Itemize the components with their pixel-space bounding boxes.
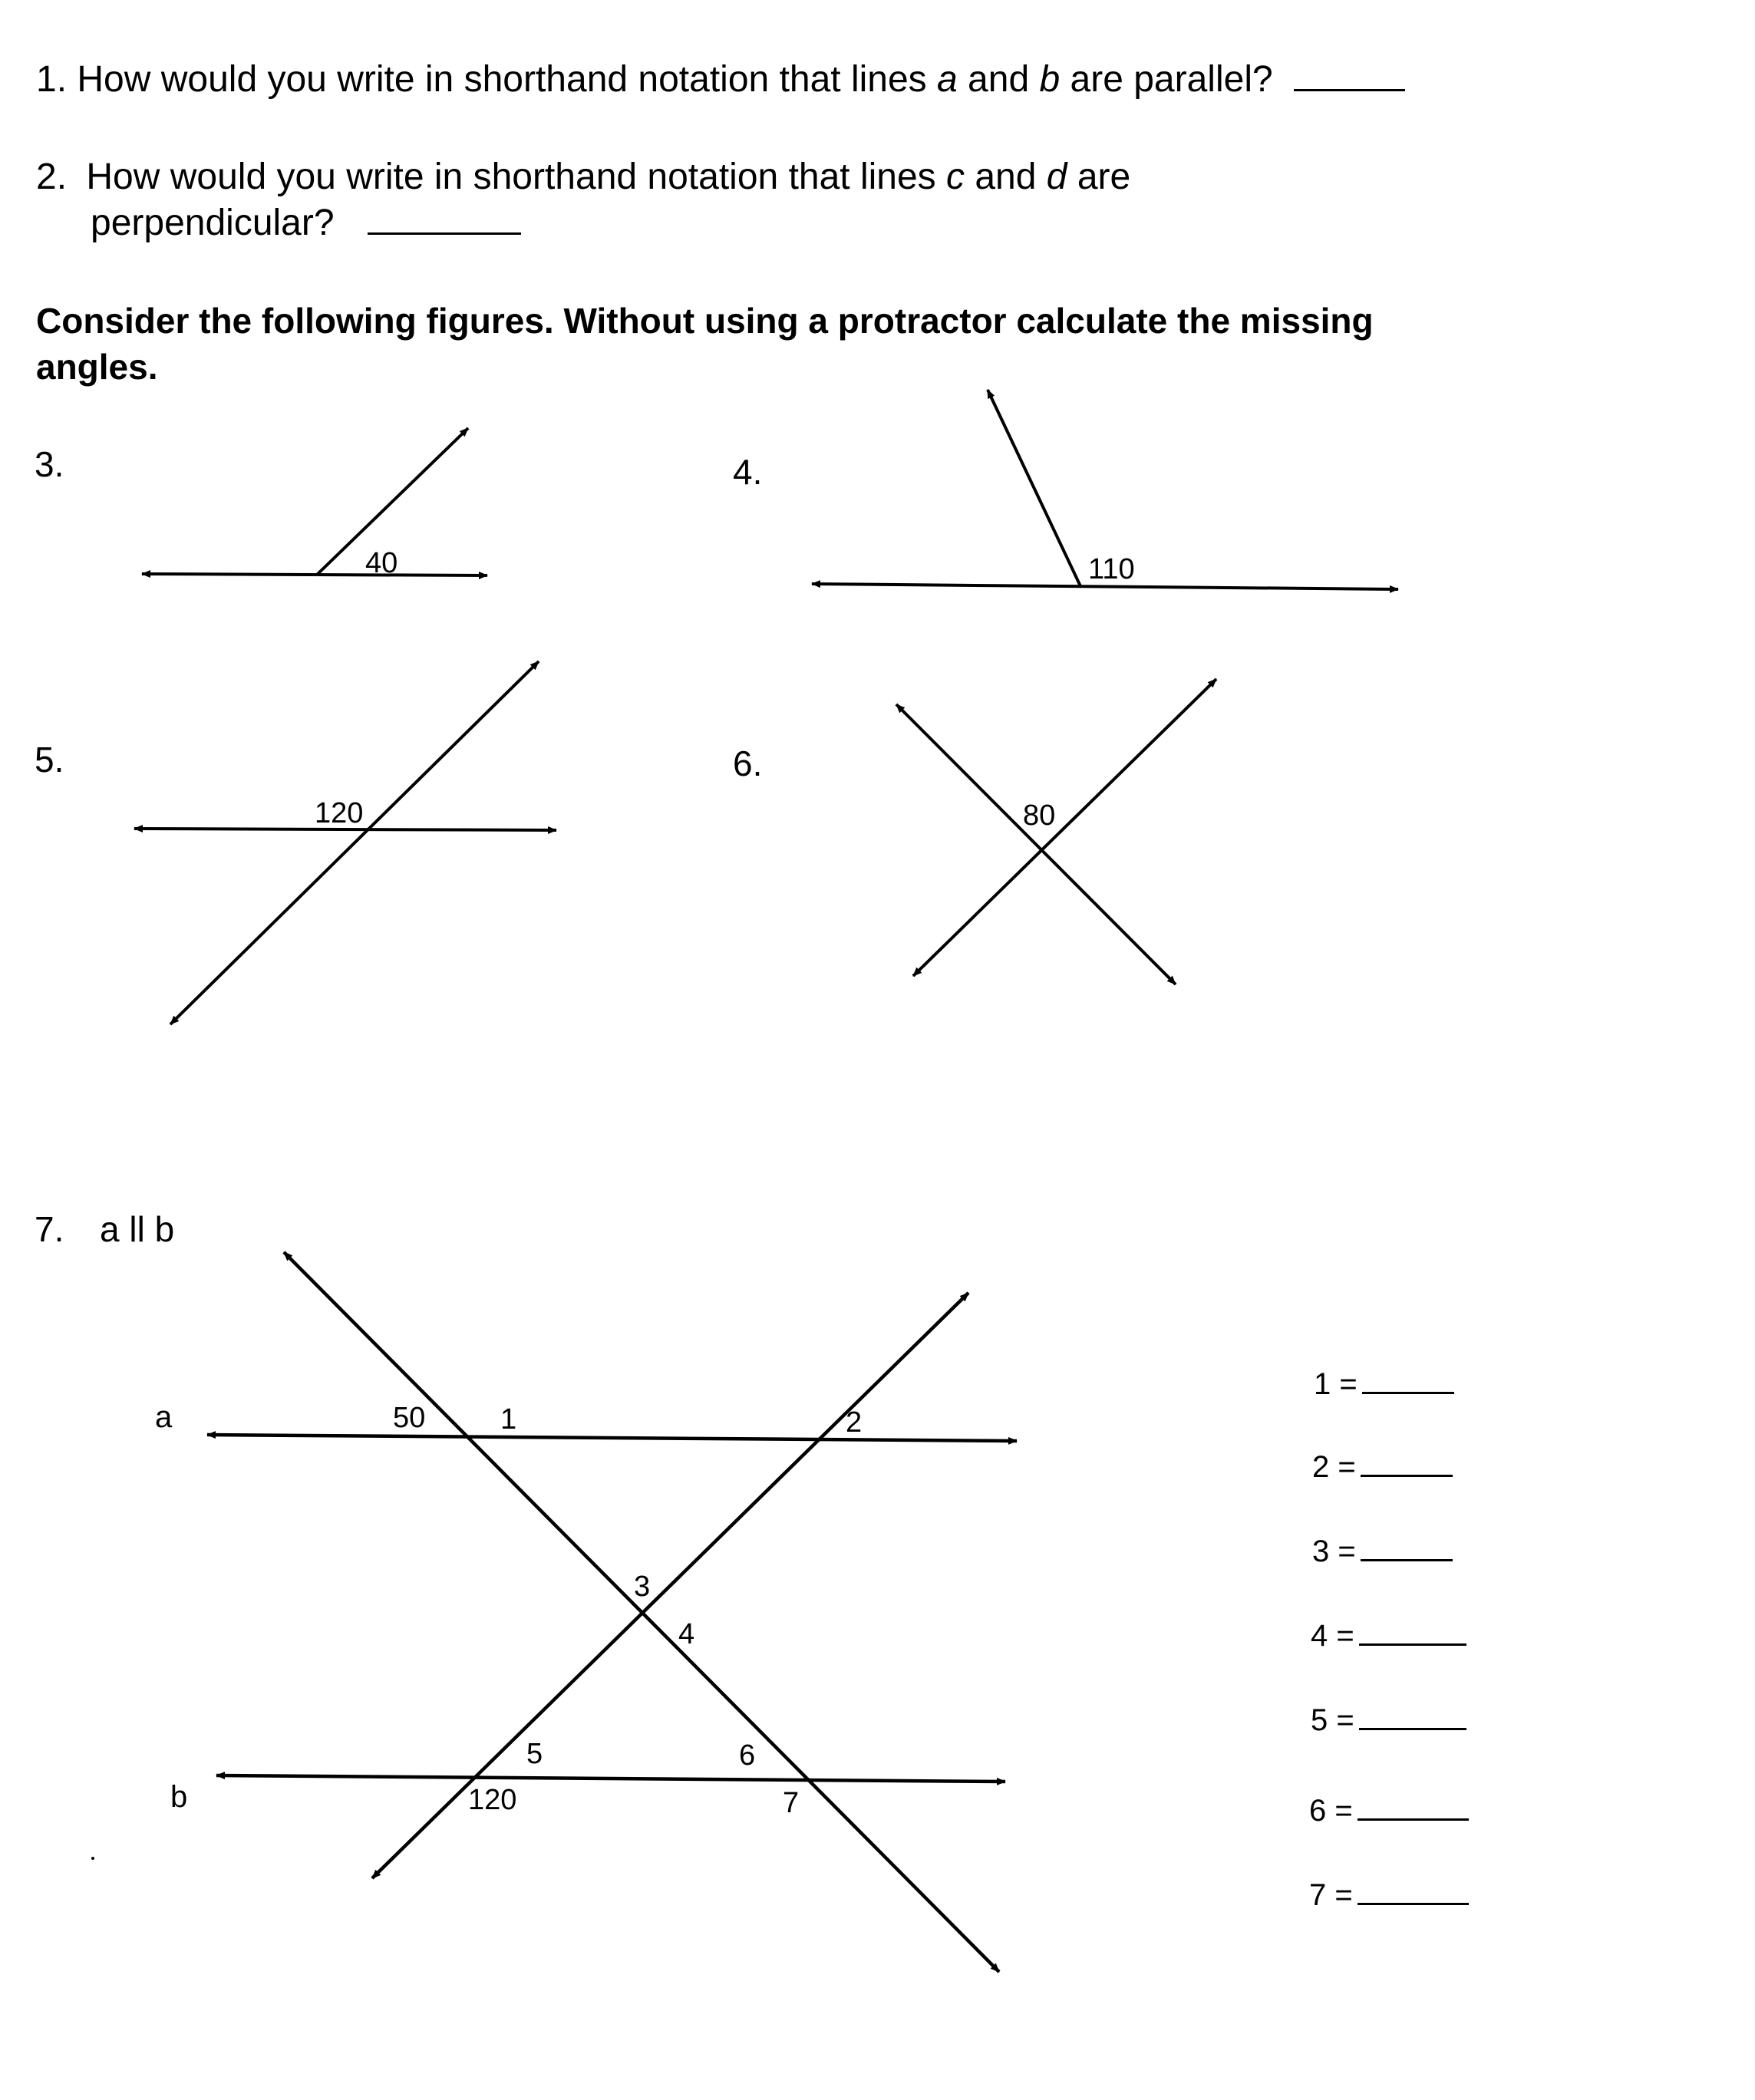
figure-6 [896, 679, 1216, 984]
figure-3-angle-label: 40 [365, 547, 398, 579]
figure-3-number: 3. [35, 444, 64, 484]
question-1-text-post: are parallel? [1060, 59, 1273, 100]
answer-label-1: 1 = [1314, 1367, 1357, 1401]
instructions-line-2: angles. [36, 347, 158, 387]
figure-4-angle-label: 110 [1088, 553, 1135, 585]
answer-blank-6[interactable] [1357, 1792, 1469, 1821]
figure-7-angle-3-label: 3 [634, 1571, 651, 1603]
figure-7-given-angle-bottom: 120 [468, 1784, 517, 1816]
figure-7-title: a ll b [100, 1209, 175, 1249]
instructions-line-1: Consider the following figures. Without using a protractor calculate the missing [36, 301, 1374, 341]
figure-7 [91, 1252, 1017, 1972]
figure-4-ray [988, 390, 1080, 586]
figure-5-transversal [170, 661, 539, 1024]
figure-7-line-b-label: b [170, 1780, 188, 1814]
figure-5-number: 5. [35, 740, 64, 780]
figure-7-number: 7. [35, 1209, 64, 1249]
stray-dot [91, 1857, 94, 1860]
figure-7-angle-2-label: 2 [846, 1406, 863, 1439]
answer-row-5 [1311, 1702, 1466, 1738]
question-1-text-pre: How would you write in shorthand notation that lines [77, 59, 938, 100]
answer-blank-4[interactable] [1359, 1617, 1466, 1646]
question-1-var-b: b [1039, 59, 1061, 100]
answer-blank-7[interactable] [1357, 1877, 1469, 1905]
answer-row-7 [1309, 1877, 1469, 1913]
answer-row-2 [1312, 1449, 1453, 1485]
figure-7-angle-7-label: 7 [783, 1787, 800, 1819]
question-1-var-a: a [937, 59, 958, 100]
figure-6-line-2 [913, 679, 1216, 976]
answer-blank-3[interactable] [1361, 1533, 1453, 1561]
figure-3 [142, 428, 487, 579]
question-2-text-pre: How would you write in shorthand notation that lines [86, 157, 947, 197]
figure-6-number: 6. [733, 743, 763, 783]
figure-4 [812, 390, 1398, 589]
answer-label-2: 2 = [1312, 1450, 1356, 1484]
figure-6-angle-label: 80 [1023, 799, 1056, 832]
figure-4-number: 4. [733, 452, 763, 492]
figure-7-angle-6-label: 6 [739, 1739, 756, 1772]
figure-5 [134, 661, 556, 1024]
figure-7-angle-1-label: 1 [500, 1403, 517, 1436]
answer-blank-2[interactable] [1361, 1449, 1453, 1477]
answer-row-1 [1314, 1366, 1454, 1402]
question-2-number: 2. [36, 157, 68, 197]
figure-7-line-a-label: a [155, 1400, 173, 1434]
answer-blank-1[interactable] [1362, 1366, 1454, 1394]
figure-7-line-a [207, 1435, 1017, 1441]
figure-6-line-1 [896, 704, 1176, 984]
answer-label-3: 3 = [1312, 1535, 1356, 1568]
figure-7-angle-4-label: 4 [678, 1618, 695, 1650]
question-2-text-mid: and [965, 157, 1047, 197]
figure-7-given-angle-top: 50 [393, 1402, 426, 1434]
figure-7-angle-5-label: 5 [526, 1738, 543, 1770]
question-2-var-d: d [1046, 157, 1067, 197]
figure-5-angle-label: 120 [315, 797, 364, 829]
question-2-var-c: c [946, 157, 965, 197]
answer-row-4 [1311, 1617, 1466, 1653]
answer-blank-5[interactable] [1359, 1702, 1466, 1730]
answer-row-3 [1312, 1533, 1453, 1569]
answer-label-6: 6 = [1309, 1794, 1353, 1828]
figure-7-transversal-2 [372, 1293, 968, 1878]
question-2-text-line2: perpendicular? [91, 203, 335, 243]
answer-label-7: 7 = [1309, 1878, 1353, 1912]
question-1-text-mid: and [957, 59, 1040, 100]
figure-3-horizontal-line [142, 574, 487, 575]
question-2-text-post: are [1067, 157, 1131, 197]
answer-label-4: 4 = [1311, 1619, 1354, 1653]
figure-7-line-b [216, 1775, 1005, 1782]
answer-row-6 [1309, 1792, 1469, 1828]
answer-label-5: 5 = [1311, 1703, 1354, 1737]
question-1-number: 1. [36, 59, 68, 100]
